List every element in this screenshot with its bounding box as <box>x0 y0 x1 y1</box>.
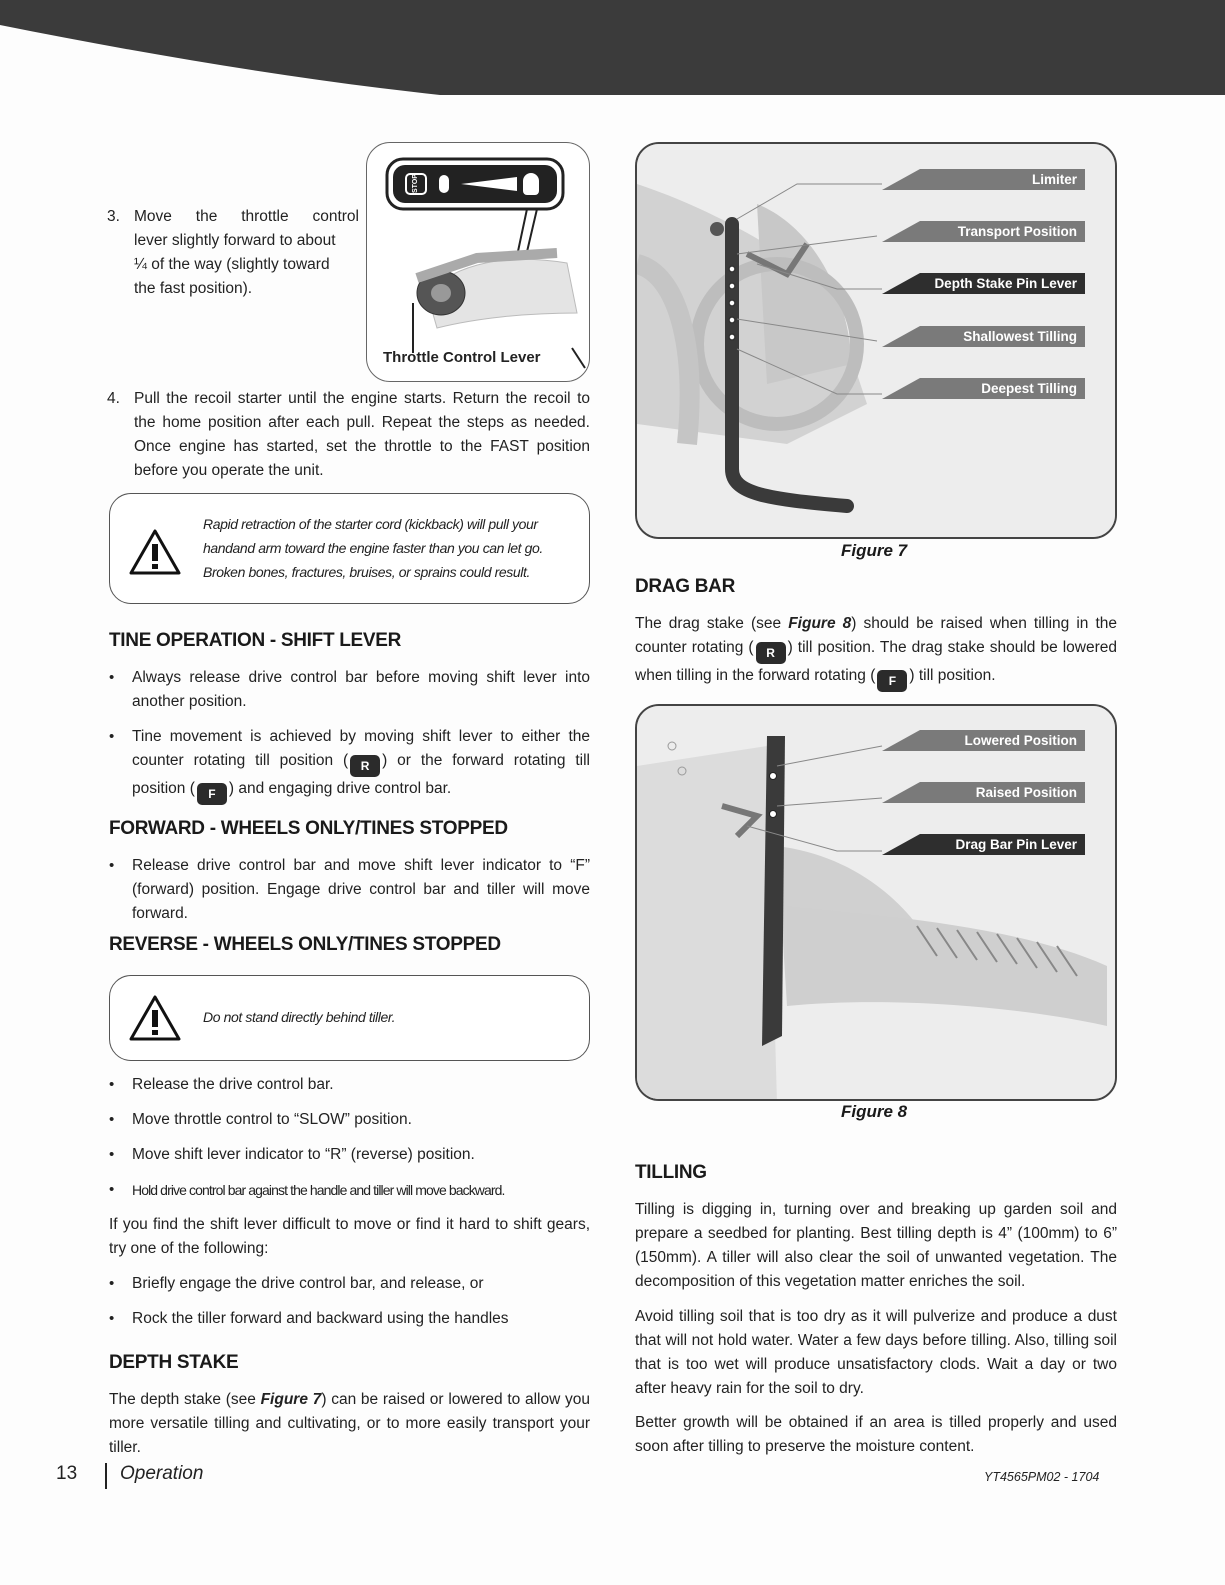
step-4-text: Pull the recoil starter until the engine starts. Return the recoil to the home position after each pull. Repeat the steps as needed. Once engine has started, set the throttle to the FAST position before you operate the unit. <box>134 390 590 479</box>
shift-tip-bullet-1 <box>109 1272 590 1296</box>
limiter-callout: Limiter <box>920 169 1085 190</box>
tilling-paragraph-2: Avoid tilling soil that is too dry as it will pulverize and produce a dust that will not hold water. Water a few days before tilling. Also, tilling soil that is too wet will produce unsatisfactory clods. Wait a day or two after heavy rain for the soil to dry. <box>635 1308 1117 1397</box>
tine-bullet-1 <box>109 666 590 714</box>
reverse-bullet-4-text: Hold drive control bar against the handle and tiller will move backward. <box>132 1182 505 1198</box>
step-number: 4. <box>107 390 120 407</box>
drag-text-d: ) till position. <box>909 667 996 684</box>
hare-icon <box>523 173 539 195</box>
kickback-warning-text <box>203 512 583 584</box>
tine-bullet-2-text-b: ) or the forward rotating till position ( <box>132 752 590 797</box>
reverse-bullet-4 <box>109 1178 590 1202</box>
deepest-tilling-callout: Deepest Tilling <box>920 378 1085 399</box>
warning-triangle-icon <box>128 528 182 576</box>
forward-rotation-icon: F <box>197 783 227 805</box>
warning-line: handand arm toward the engine faster than you can let go. <box>203 540 543 556</box>
reverse-bullet-1-text: Release the drive control bar. <box>132 1076 334 1093</box>
step-3-line-3: ¼ of the way (slightly toward <box>134 256 330 273</box>
reverse-bullet-1 <box>109 1073 590 1097</box>
step-4 <box>107 387 590 483</box>
warning-line: Broken bones, fractures, bruises, or sprains could result. <box>203 564 530 580</box>
depth-stake-paragraph <box>109 1388 590 1460</box>
callout-pointer <box>882 730 920 751</box>
forward-bullet-1-text: Release drive control bar and move shift lever indicator to “F” (forward) position. Engage drive control bar and tiller will move forward. <box>132 857 590 922</box>
reverse-heading: REVERSE - WHEELS ONLY/TINES STOPPED <box>109 934 501 955</box>
step-3-line-1: Move the throttle control <box>134 208 359 225</box>
reverse-bullet-2-text: Move throttle control to “SLOW” position. <box>132 1111 412 1128</box>
raised-position-callout: Raised Position <box>920 782 1085 803</box>
stand-behind-warning-text: Do not stand directly behind tiller. <box>203 1009 396 1025</box>
shift-difficulty-paragraph: If you find the shift lever difficult to move or find it hard to shift gears, try one of the following: <box>109 1216 590 1257</box>
tine-operation-heading: TINE OPERATION - SHIFT LEVER <box>109 630 402 651</box>
reverse-bullet-3-text: Move shift lever indicator to “R” (reverse) position. <box>132 1146 475 1163</box>
forward-rotation-icon: F <box>877 670 907 692</box>
tine-bullet-2-text-c: ) and engaging drive control bar. <box>228 780 452 797</box>
step-3-line-2: lever slightly forward to about <box>134 232 336 249</box>
throttle-illustration <box>366 142 590 382</box>
header-band <box>0 0 1225 95</box>
callout-pointer <box>882 326 920 347</box>
depth-text-a: The depth stake (see <box>109 1391 261 1408</box>
forward-heading: FORWARD - WHEELS ONLY/TINES STOPPED <box>109 818 508 839</box>
shallowest-tilling-callout: Shallowest Tilling <box>920 326 1085 347</box>
callout-pointer <box>882 834 920 855</box>
depth-stake-pin-lever-callout: Depth Stake Pin Lever <box>920 273 1085 294</box>
forward-bullet-1 <box>109 854 590 926</box>
step-number: 3. <box>107 208 120 225</box>
shift-tip-1-text: Briefly engage the drive control bar, and release, or <box>132 1275 484 1292</box>
figure-7-frame <box>635 142 1117 539</box>
drag-bar-illustration <box>637 706 1117 1101</box>
tine-bullet-2 <box>109 725 590 805</box>
reverse-bullet-2 <box>109 1108 590 1132</box>
warning-line: Rapid retraction of the starter cord (kickback) will pull your <box>203 516 538 532</box>
depth-stake-heading: DEPTH STAKE <box>109 1352 239 1373</box>
figure-7-reference: Figure 7 <box>260 1391 322 1408</box>
tine-bullet-2-text-a: Tine movement is achieved by moving shift lever to either the counter rotating till position ( <box>132 728 590 769</box>
drag-bar-paragraph <box>635 612 1117 692</box>
callout-pointer <box>882 169 920 190</box>
warning-triangle-icon <box>128 994 182 1042</box>
drag-bar-pin-lever-callout: Drag Bar Pin Lever <box>920 834 1085 855</box>
kickback-warning-box <box>109 493 590 604</box>
footer-section-name: Operation <box>120 1463 204 1484</box>
drag-text-a: The drag stake (see <box>635 615 789 632</box>
reverse-rotation-icon: R <box>350 755 380 777</box>
drag-text-b: ) should be raised when tilling in the counter rotating ( <box>635 615 1117 656</box>
callout-pointer <box>882 221 920 242</box>
figure-8-caption: Figure 8 <box>841 1102 908 1121</box>
tilling-heading: TILLING <box>635 1162 707 1183</box>
tine-bullet-1-text: Always release drive control bar before moving shift lever into another position. <box>132 669 590 710</box>
drag-bar-heading: DRAG BAR <box>635 576 735 597</box>
figure-8-reference: Figure 8 <box>788 615 852 632</box>
figure-8-frame <box>635 704 1117 1101</box>
lowered-position-callout: Lowered Position <box>920 730 1085 751</box>
drag-text-c: ) till position. The drag stake should be lowered when tilling in the forward rotating ( <box>635 639 1117 684</box>
tilling-paragraph-3: Better growth will be obtained if an area is tilled properly and used soon after tilling to preserve the moisture content. <box>635 1414 1117 1455</box>
figure-7-caption: Figure 7 <box>841 541 908 560</box>
callout-pointer <box>882 273 920 294</box>
tortoise-icon <box>439 175 449 193</box>
tilling-paragraph-1: Tilling is digging in, turning over and breaking up garden soil and prepare a seedbed for planting. Best tilling depth is 4” (100mm) to 6” (150mm). A tiller will also clear the soil of unwanted vegetation. The decomposition of this vegetation matter enriches the soil. <box>635 1201 1117 1290</box>
transport-position-callout: Transport Position <box>920 221 1085 242</box>
reverse-rotation-icon: R <box>756 642 786 664</box>
footer-divider <box>105 1463 107 1489</box>
callout-pointer <box>882 782 920 803</box>
page-number: 13 <box>56 1463 78 1484</box>
step-3 <box>107 205 359 301</box>
throttle-wedge-icon <box>461 177 517 191</box>
depth-text-b: ) can be raised or lowered to allow you more versatile tilling and cultivating, or to more easily transport your tiller. <box>109 1391 591 1456</box>
callout-pointer <box>882 378 920 399</box>
throttle-stop-text: STOP <box>412 174 419 193</box>
step-3-line-4: the fast position). <box>134 280 253 297</box>
throttle-label: Throttle Control Lever <box>383 349 541 366</box>
document-code: YT4565PM02 - 1704 <box>984 1470 1100 1484</box>
shift-tip-bullet-2 <box>109 1307 590 1331</box>
stand-behind-warning-box <box>109 975 590 1061</box>
reverse-bullet-3 <box>109 1143 590 1167</box>
shift-tip-2-text: Rock the tiller forward and backward using the handles <box>132 1310 509 1327</box>
throttle-stop-icon <box>405 173 427 195</box>
